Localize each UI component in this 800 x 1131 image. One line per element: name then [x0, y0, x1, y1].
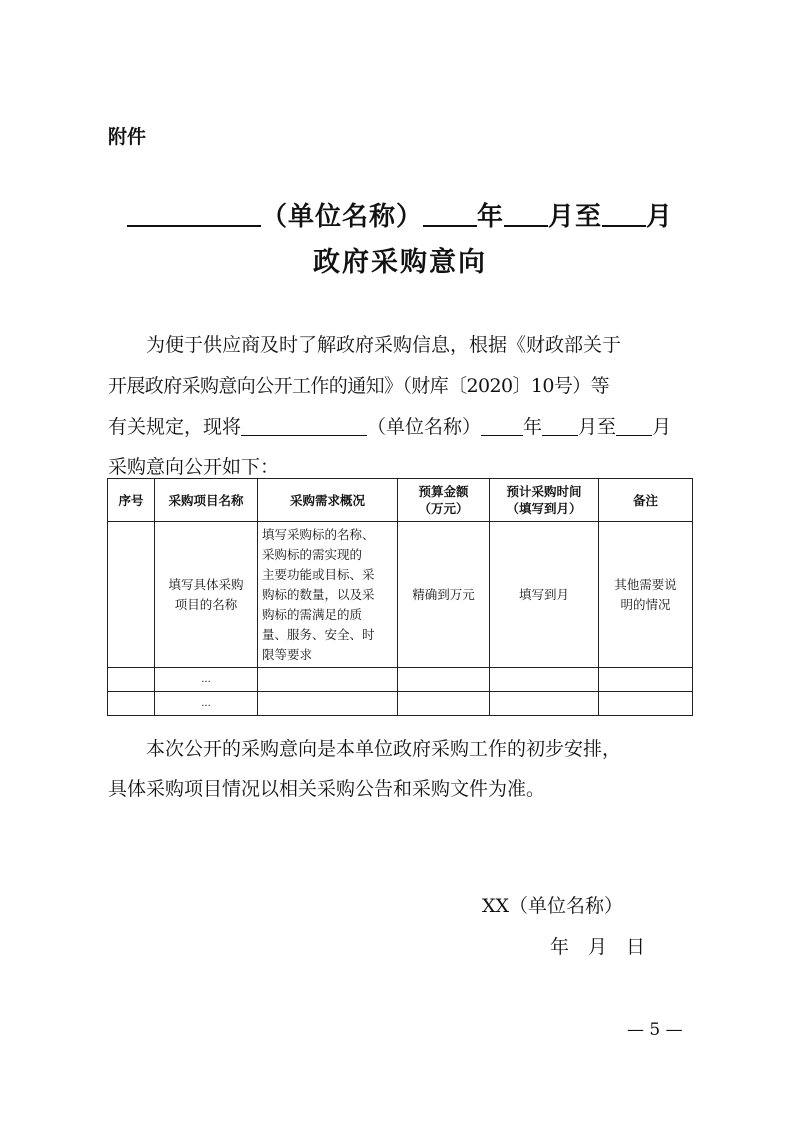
table-row — [108, 522, 693, 668]
table-row — [108, 692, 693, 716]
attachment-label: 附件 — [108, 126, 147, 148]
paragraph1-year: 年 — [523, 416, 543, 438]
month-from-underline — [542, 417, 578, 436]
title-year: 年 — [476, 202, 504, 232]
signature-unit: XX（单位名称） — [482, 895, 624, 917]
header-remarks: 备注 — [599, 479, 693, 522]
year-underline — [481, 417, 523, 436]
procurement-table — [107, 478, 693, 716]
month-to-underline — [616, 417, 652, 436]
cell-time: 填写到月 — [490, 522, 599, 668]
cell-remarks: 其他需要说 明的情况 — [599, 522, 693, 668]
year-blank — [423, 201, 477, 227]
cell-project-name: 填写具体采购 项目的名称 — [155, 522, 258, 668]
ellipsis-cell: ... — [155, 668, 258, 692]
table-row — [108, 668, 693, 692]
paragraph1-line4: 采购意向公开如下： — [108, 456, 280, 478]
paragraph1-line3-prefix: 有关规定，现将 — [108, 416, 242, 438]
paragraph1-month-to: 月至 — [578, 416, 617, 438]
cell-requirements: 填写采购标的名称、 采购标的需实现的 主要功能或目标、采 购标的数量，以及采 购标的需满足的质 量、服务、安全、时 限等要求 — [258, 522, 398, 668]
paragraph1-line1: 为便于供应商及时了解政府采购信息，根据《财政部关于 — [146, 334, 622, 356]
header-time: 预计采购时间 （填写到月） — [490, 479, 599, 522]
header-requirements: 采购需求概况 — [258, 479, 398, 522]
paragraph1-unit: （单位名称） — [367, 416, 482, 438]
paragraph1-line2: 开展政府采购意向公开工作的通知》（财库〔2020〕10号）等 — [108, 375, 610, 397]
ellipsis-cell: ... — [155, 692, 258, 716]
month-from-blank — [504, 201, 548, 227]
header-budget: 预算金额 （万元） — [398, 479, 490, 522]
paragraph2-line2: 具体采购项目情况以相关采购公告和采购文件为准。 — [108, 778, 546, 800]
title-month-to: 月至 — [548, 202, 603, 232]
signature-date: 年 月 日 — [550, 936, 646, 958]
paragraph1-line3 — [108, 412, 671, 439]
paragraph2-line1: 本次公开的采购意向是本单位政府采购工作的初步安排， — [146, 738, 622, 760]
header-seq: 序号 — [108, 479, 155, 522]
month-to-blank — [602, 201, 646, 227]
unit-name-underline — [241, 417, 367, 436]
page-number: — 5 — — [627, 1020, 683, 1040]
title-unit-name: （单位名称） — [260, 202, 423, 232]
cell-seq — [108, 522, 155, 668]
title-month: 月 — [646, 202, 674, 232]
unit-name-blank — [127, 201, 261, 227]
table-header-row — [108, 479, 693, 522]
paragraph1-month: 月 — [652, 416, 672, 438]
page-title: 政府采购意向 — [313, 247, 487, 278]
cell-budget: 精确到万元 — [398, 522, 490, 668]
title-line-1 — [0, 196, 800, 233]
header-project-name: 采购项目名称 — [155, 479, 258, 522]
